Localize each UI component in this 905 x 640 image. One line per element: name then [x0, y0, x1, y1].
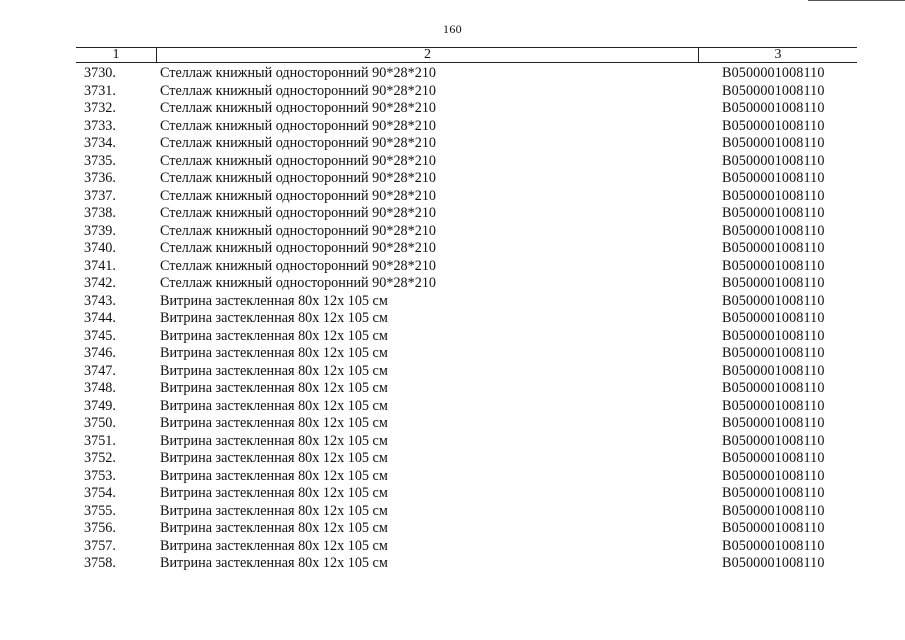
inventory-code: В0500001008110: [722, 362, 825, 379]
item-name: Витрина застекленная 80х 12х 105 см: [160, 397, 388, 414]
inventory-code: В0500001008110: [722, 275, 825, 291]
item-name: Витрина застекленная 80х 12х 105 см: [160, 537, 388, 554]
item-name: Стеллаж книжный односторонний 90*28*210: [160, 117, 437, 134]
table-header: [76, 47, 857, 63]
row-number: 3751.: [84, 432, 116, 449]
item-name: Стеллаж книжный односторонний 90*28*210: [160, 82, 437, 99]
row-number: 3755.: [84, 502, 116, 519]
table-row: [0, 345, 905, 363]
table-row: [0, 258, 905, 276]
table-row: [0, 205, 905, 223]
inventory-code: В0500001008110: [722, 555, 825, 571]
table-body: [0, 65, 905, 573]
row-number: 3746.: [84, 345, 116, 361]
table-row: [0, 65, 905, 83]
row-number: 3738.: [84, 205, 116, 221]
table-row: [0, 363, 905, 381]
table-row: [0, 520, 905, 538]
row-number: 3733.: [84, 117, 116, 134]
item-name: Витрина застекленная 80х 12х 105 см: [160, 502, 388, 519]
item-name: Стеллаж книжный односторонний 90*28*210: [160, 135, 437, 151]
inventory-code: В0500001008110: [722, 82, 825, 99]
header-col-3: 3: [774, 47, 782, 62]
row-number: 3742.: [84, 275, 116, 291]
row-number: 3741.: [84, 257, 116, 274]
row-number: 3736.: [84, 170, 116, 186]
item-name: Витрина застекленная 80х 12х 105 см: [160, 380, 388, 396]
table-row: [0, 275, 905, 293]
row-number: 3740.: [84, 240, 116, 256]
item-name: Стеллаж книжный односторонний 90*28*210: [160, 65, 437, 81]
inventory-code: В0500001008110: [722, 397, 825, 414]
row-number: 3734.: [84, 135, 116, 151]
table-row: [0, 485, 905, 503]
row-number: 3743.: [84, 292, 116, 309]
table-row: [0, 240, 905, 258]
table-row: [0, 468, 905, 486]
item-name: Стеллаж книжный односторонний 90*28*210: [160, 100, 437, 116]
table-row: [0, 433, 905, 451]
table-row: [0, 450, 905, 468]
table-row: [0, 188, 905, 206]
item-name: Стеллаж книжный односторонний 90*28*210: [160, 152, 437, 169]
item-name: Стеллаж книжный односторонний 90*28*210: [160, 240, 437, 256]
item-name: Витрина застекленная 80х 12х 105 см: [160, 520, 388, 536]
table-row: [0, 555, 905, 573]
inventory-code: В0500001008110: [722, 415, 825, 431]
inventory-code: В0500001008110: [722, 152, 825, 169]
inventory-code: В0500001008110: [722, 240, 825, 256]
row-number: 3739.: [84, 222, 116, 239]
inventory-code: В0500001008110: [722, 135, 825, 151]
inventory-code: В0500001008110: [722, 257, 825, 274]
inventory-code: В0500001008110: [722, 520, 825, 536]
header-col-2: 2: [157, 48, 699, 62]
header-col-1: 1: [76, 48, 157, 62]
row-number: 3732.: [84, 100, 116, 116]
table-row: [0, 118, 905, 136]
inventory-code: В0500001008110: [722, 222, 825, 239]
row-number: 3753.: [84, 467, 116, 484]
table-row: [0, 310, 905, 328]
row-number: 3750.: [84, 415, 116, 431]
row-number: 3731.: [84, 82, 116, 99]
item-name: Витрина застекленная 80х 12х 105 см: [160, 485, 388, 501]
table-row: [0, 223, 905, 241]
row-number: 3754.: [84, 485, 116, 501]
item-name: Стеллаж книжный односторонний 90*28*210: [160, 257, 437, 274]
item-name: Витрина застекленная 80х 12х 105 см: [160, 362, 388, 379]
inventory-code: В0500001008110: [722, 292, 825, 309]
inventory-code: В0500001008110: [722, 100, 825, 116]
page-number: 160: [443, 22, 462, 36]
inventory-code: В0500001008110: [722, 170, 825, 186]
inventory-code: В0500001008110: [722, 65, 825, 81]
inventory-code: В0500001008110: [722, 450, 825, 466]
item-name: Стеллаж книжный односторонний 90*28*210: [160, 170, 437, 186]
table-row: [0, 398, 905, 416]
item-name: Витрина застекленная 80х 12х 105 см: [160, 310, 388, 326]
row-number: 3758.: [84, 555, 116, 571]
table-row: [0, 100, 905, 118]
inventory-code: В0500001008110: [722, 467, 825, 484]
row-number: 3748.: [84, 380, 116, 396]
item-name: Витрина застекленная 80х 12х 105 см: [160, 450, 388, 466]
item-name: Стеллаж книжный односторонний 90*28*210: [160, 205, 437, 221]
inventory-code: В0500001008110: [722, 380, 825, 396]
item-name: Стеллаж книжный односторонний 90*28*210: [160, 222, 437, 239]
row-number: 3749.: [84, 397, 116, 414]
inventory-code: В0500001008110: [722, 537, 825, 554]
item-name: Витрина застекленная 80х 12х 105 см: [160, 467, 388, 484]
item-name: Витрина застекленная 80х 12х 105 см: [160, 345, 388, 361]
corner-rule: [808, 0, 905, 1]
item-name: Стеллаж книжный односторонний 90*28*210: [160, 275, 437, 291]
table-row: [0, 415, 905, 433]
row-number: 3757.: [84, 537, 116, 554]
table-row: [0, 380, 905, 398]
item-name: Витрина застекленная 80х 12х 105 см: [160, 327, 388, 344]
row-number: 3737.: [84, 187, 116, 204]
item-name: Витрина застекленная 80х 12х 105 см: [160, 415, 388, 431]
row-number: 3730.: [84, 65, 116, 81]
table-row: [0, 293, 905, 311]
item-name: Витрина застекленная 80х 12х 105 см: [160, 432, 388, 449]
inventory-code: В0500001008110: [722, 432, 825, 449]
item-name: Витрина застекленная 80х 12х 105 см: [160, 555, 388, 571]
table-row: [0, 153, 905, 171]
inventory-code: В0500001008110: [722, 205, 825, 221]
inventory-code: В0500001008110: [722, 345, 825, 361]
table-row: [0, 503, 905, 521]
row-number: 3756.: [84, 520, 116, 536]
item-name: Стеллаж книжный односторонний 90*28*210: [160, 187, 437, 204]
table-row: [0, 170, 905, 188]
inventory-code: В0500001008110: [722, 117, 825, 134]
inventory-code: В0500001008110: [722, 502, 825, 519]
table-row: [0, 83, 905, 101]
row-number: 3747.: [84, 362, 116, 379]
inventory-code: В0500001008110: [722, 310, 825, 326]
row-number: 3752.: [84, 450, 116, 466]
inventory-code: В0500001008110: [722, 485, 825, 501]
row-number: 3744.: [84, 310, 116, 326]
row-number: 3745.: [84, 327, 116, 344]
item-name: Витрина застекленная 80х 12х 105 см: [160, 292, 388, 309]
inventory-code: В0500001008110: [722, 327, 825, 344]
table-row: [0, 328, 905, 346]
row-number: 3735.: [84, 152, 116, 169]
inventory-code: В0500001008110: [722, 187, 825, 204]
table-row: [0, 135, 905, 153]
table-row: [0, 538, 905, 556]
